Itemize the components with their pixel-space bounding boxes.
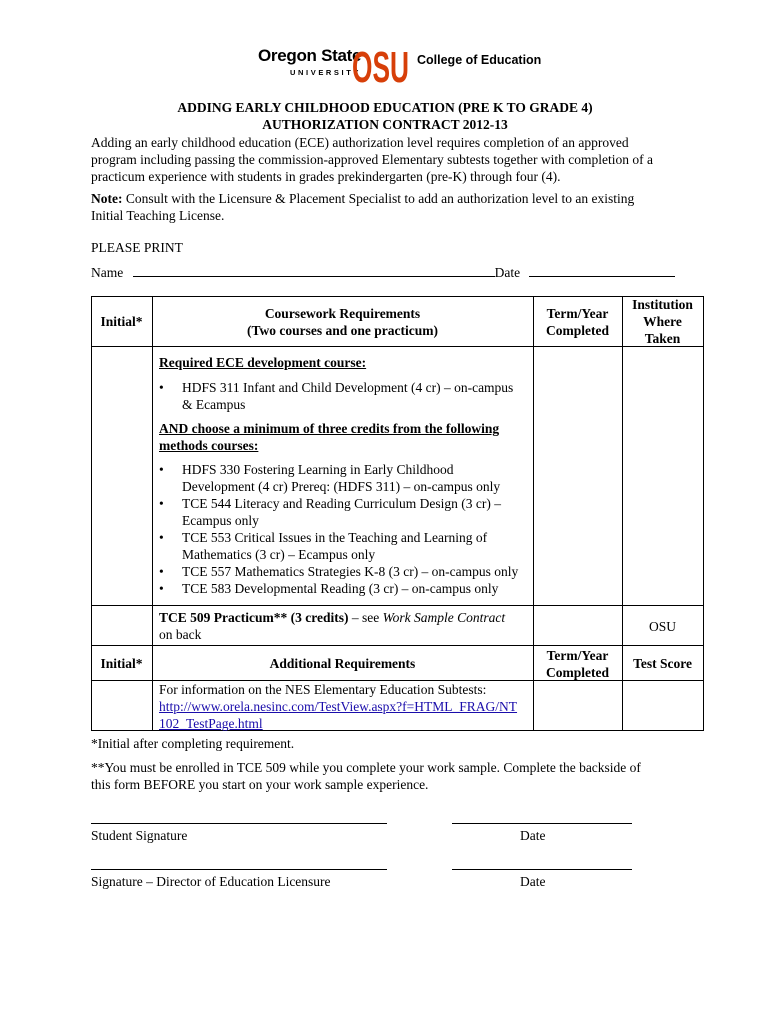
practicum-cell — [159, 609, 531, 643]
practicum-italic: Work Sample Contract — [382, 610, 506, 625]
logo-oregon-state: Oregon State — [258, 46, 362, 65]
required-list — [159, 379, 531, 413]
nes-info-cell — [159, 681, 531, 732]
list-item — [159, 563, 531, 580]
director-signature-label: Signature – Director of Education Licensure — [91, 874, 331, 889]
choose-heading — [159, 420, 531, 454]
header-coursework-line2: (Two courses and one practicum) — [247, 323, 438, 338]
header-coursework-line1: Coursework Requirements — [264, 306, 421, 321]
bullet-icon: • — [159, 530, 164, 545]
list-item — [159, 580, 531, 597]
director-date-label: Date — [520, 874, 546, 889]
practicum-line2: on back — [159, 627, 202, 642]
page-title-line1: ADDING EARLY CHILDHOOD EDUCATION (PRE K TO GRADE 4) — [177, 100, 593, 115]
header-term-year — [533, 305, 622, 339]
list-item — [159, 529, 531, 563]
name-field[interactable] — [133, 264, 495, 277]
date-field[interactable] — [529, 264, 675, 277]
bullet-icon: • — [159, 496, 164, 511]
list-item-line1: HDFS 330 Fostering Learning in Early Childhood — [182, 462, 454, 477]
additional-initial: Initial* — [100, 656, 143, 671]
list-item — [159, 495, 531, 529]
additional-label: Additional Requirements — [269, 656, 416, 671]
bullet-icon: • — [159, 462, 164, 477]
list-item-line2: Ecampus only — [182, 513, 259, 528]
list-item-line1: TCE 544 Literacy and Reading Curriculum Design (3 cr) – — [182, 496, 502, 511]
practicum-mid: – see — [348, 610, 383, 625]
student-signature-field[interactable] — [91, 823, 387, 824]
header-coursework — [152, 305, 533, 339]
list-item-line2: Mathematics (3 cr) – Ecampus only — [182, 547, 376, 562]
additional-test-score: Test Score — [633, 656, 692, 671]
footnote2-line1: **You must be enrolled in TCE 509 while you complete your work sample. Complete the backside of — [91, 760, 641, 775]
choose-heading-line1: AND choose a minimum of three credits from the following — [159, 421, 500, 436]
name-label: Name — [91, 265, 124, 280]
header-inst-line1: Institution — [632, 297, 693, 312]
director-signature-field[interactable] — [91, 869, 387, 870]
nes-line1: For information on the NES Elementary Education Subtests: — [159, 682, 487, 697]
logo-college: College of Education — [417, 53, 542, 67]
list-item — [159, 461, 531, 495]
header-inst-line3: Taken — [644, 331, 681, 346]
note-paragraph — [91, 190, 691, 224]
footnote-enrollment — [91, 759, 711, 793]
intro-line1: Adding an early childhood education (ECE) authorization level requires completion of an approved — [91, 135, 629, 150]
footnote2-line2: this form BEFORE you start on your work sample experience. — [91, 777, 429, 792]
director-date-field[interactable] — [452, 869, 632, 870]
list-item-line1: TCE 583 Developmental Reading (3 cr) – on-campus only — [182, 581, 499, 596]
please-print: PLEASE PRINT — [91, 240, 183, 255]
student-signature-label: Student Signature — [91, 828, 188, 843]
nes-link-line2[interactable]: 102_TestPage.html — [159, 716, 263, 731]
header-term-line1: Term/Year — [546, 306, 609, 321]
methods-list — [159, 461, 531, 597]
footnote-initial: *Initial after completing requirement. — [91, 736, 295, 751]
bullet-icon: • — [159, 581, 164, 596]
logo-university: UNIVERSITY — [290, 68, 362, 77]
note-label: Note: — [91, 191, 123, 206]
list-item-line1: TCE 553 Critical Issues in the Teaching and Learning of — [182, 530, 488, 545]
practicum-institution: OSU — [648, 619, 676, 634]
choose-heading-line2: methods courses: — [159, 438, 259, 453]
header-inst-line2: Where — [643, 314, 682, 329]
additional-term-year — [533, 647, 622, 681]
bullet-icon: • — [159, 564, 164, 579]
note-line2: Initial Teaching License. — [91, 208, 225, 223]
header-institution — [622, 296, 703, 347]
page-title-line2: AUTHORIZATION CONTRACT 2012-13 — [262, 117, 508, 132]
list-item — [159, 379, 531, 413]
intro-line3: practicum experience with students in grades prekindergarten (pre-K) through four (4). — [91, 169, 561, 184]
bullet-icon: • — [159, 380, 164, 395]
student-date-field[interactable] — [452, 823, 632, 824]
intro-paragraph — [91, 134, 691, 185]
list-item-line2: & Ecampus — [182, 397, 246, 412]
additional-term-line2: Completed — [546, 665, 609, 680]
practicum-bold: TCE 509 Practicum** (3 credits) — [159, 610, 349, 625]
list-item-line2: Development (4 cr) Prereq: (HDFS 311) – on-campus only — [182, 479, 501, 494]
nes-link-line1[interactable]: http://www.orela.nesinc.com/TestView.aspx?f=HTML_FRAG/NT — [159, 699, 518, 714]
required-heading: Required ECE development course: — [159, 355, 367, 370]
additional-term-line1: Term/Year — [546, 648, 609, 663]
note-line1: Consult with the Licensure & Placement Specialist to add an authorization level to an existing — [122, 191, 635, 206]
osu-mark-icon — [352, 40, 410, 92]
header-term-line2: Completed — [546, 323, 609, 338]
date-label: Date — [494, 265, 521, 280]
student-date-label: Date — [520, 828, 546, 843]
header-initial: Initial* — [100, 314, 143, 329]
svg-text:OSU: OSU — [352, 43, 409, 92]
list-item-line1: TCE 557 Mathematics Strategies K-8 (3 cr) – on-campus only — [182, 564, 519, 579]
name-date-row — [91, 264, 675, 281]
list-item-line1: HDFS 311 Infant and Child Development (4 cr) – on-campus — [182, 380, 514, 395]
intro-line2: program including passing the commission-approved Elementary subtests together with completion of a — [91, 152, 654, 167]
